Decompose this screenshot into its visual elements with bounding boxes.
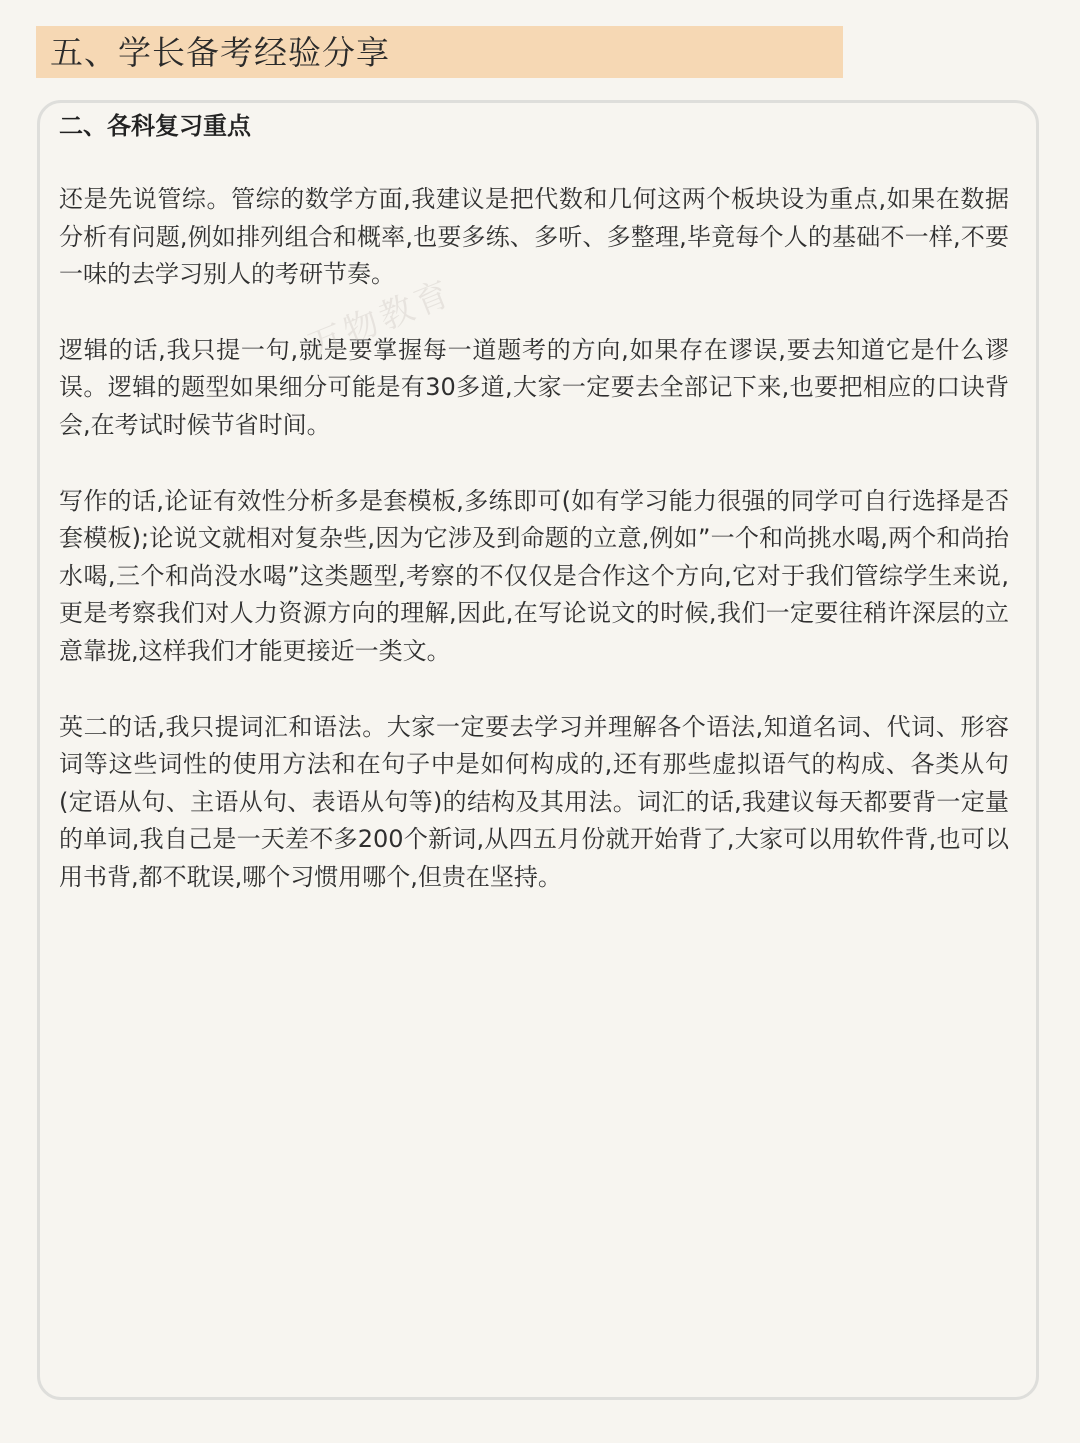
section-title: 五、学长备考经验分享: [50, 32, 390, 72]
card-subtitle: 二、各科复习重点: [59, 112, 251, 140]
card-body: [59, 109, 1009, 935]
content-card: [37, 100, 1039, 1400]
watermark: 万物教育: [302, 272, 459, 367]
paragraph-logic: 逻辑的话,我只提一句,就是要掌握每一道题考的方向,如果存在谬误,要去知道它是什么谬误。逻辑的题型如果细分可能是有30多道,大家一定要去全部记下来,也要把相应的口诀背会,在考试时候节省时间。: [59, 335, 1009, 439]
paragraph-writing: 写作的话,论证有效性分析多是套模板,多练即可(如有学习能力很强的同学可自行选择是否套模板);论说文就相对复杂些,因为它涉及到命题的立意,例如”一个和尚挑水喝,两个和尚抬水喝,三个和尚没水喝”这类题型,考察的不仅仅是合作这个方向,它对于我们管综学生来说,更是考察我们对人力资源方向的理解,因此,在写论说文的时候,我们一定要往稍许深层的立意靠拢,这样我们才能更接近一类文。: [59, 486, 1009, 665]
paragraph-management: 还是先说管综。管综的数学方面,我建议是把代数和几何这两个板块设为重点,如果在数据分析有问题,例如排列组合和概率,也要多练、多听、多整理,毕竟每个人的基础不一样,不要一味的去学习别人的考研节奏。: [59, 185, 1009, 289]
paragraph-english: 英二的话,我只提词汇和语法。大家一定要去学习并理解各个语法,知道名词、代词、形容词等这些词性的使用方法和在句子中是如何构成的,还有那些虚拟语气的构成、各类从句(定语从句、主语从句、表语从句等)的结构及其用法。词汇的话,我建议每天都要背一定量的单词,我自己是一天差不多200个新词,从四五月份就开始背了,大家可以用软件背,也可以用书背,都不耽误,哪个习惯用哪个,但贵在坚持。: [59, 712, 1009, 891]
section-banner: [36, 26, 843, 78]
